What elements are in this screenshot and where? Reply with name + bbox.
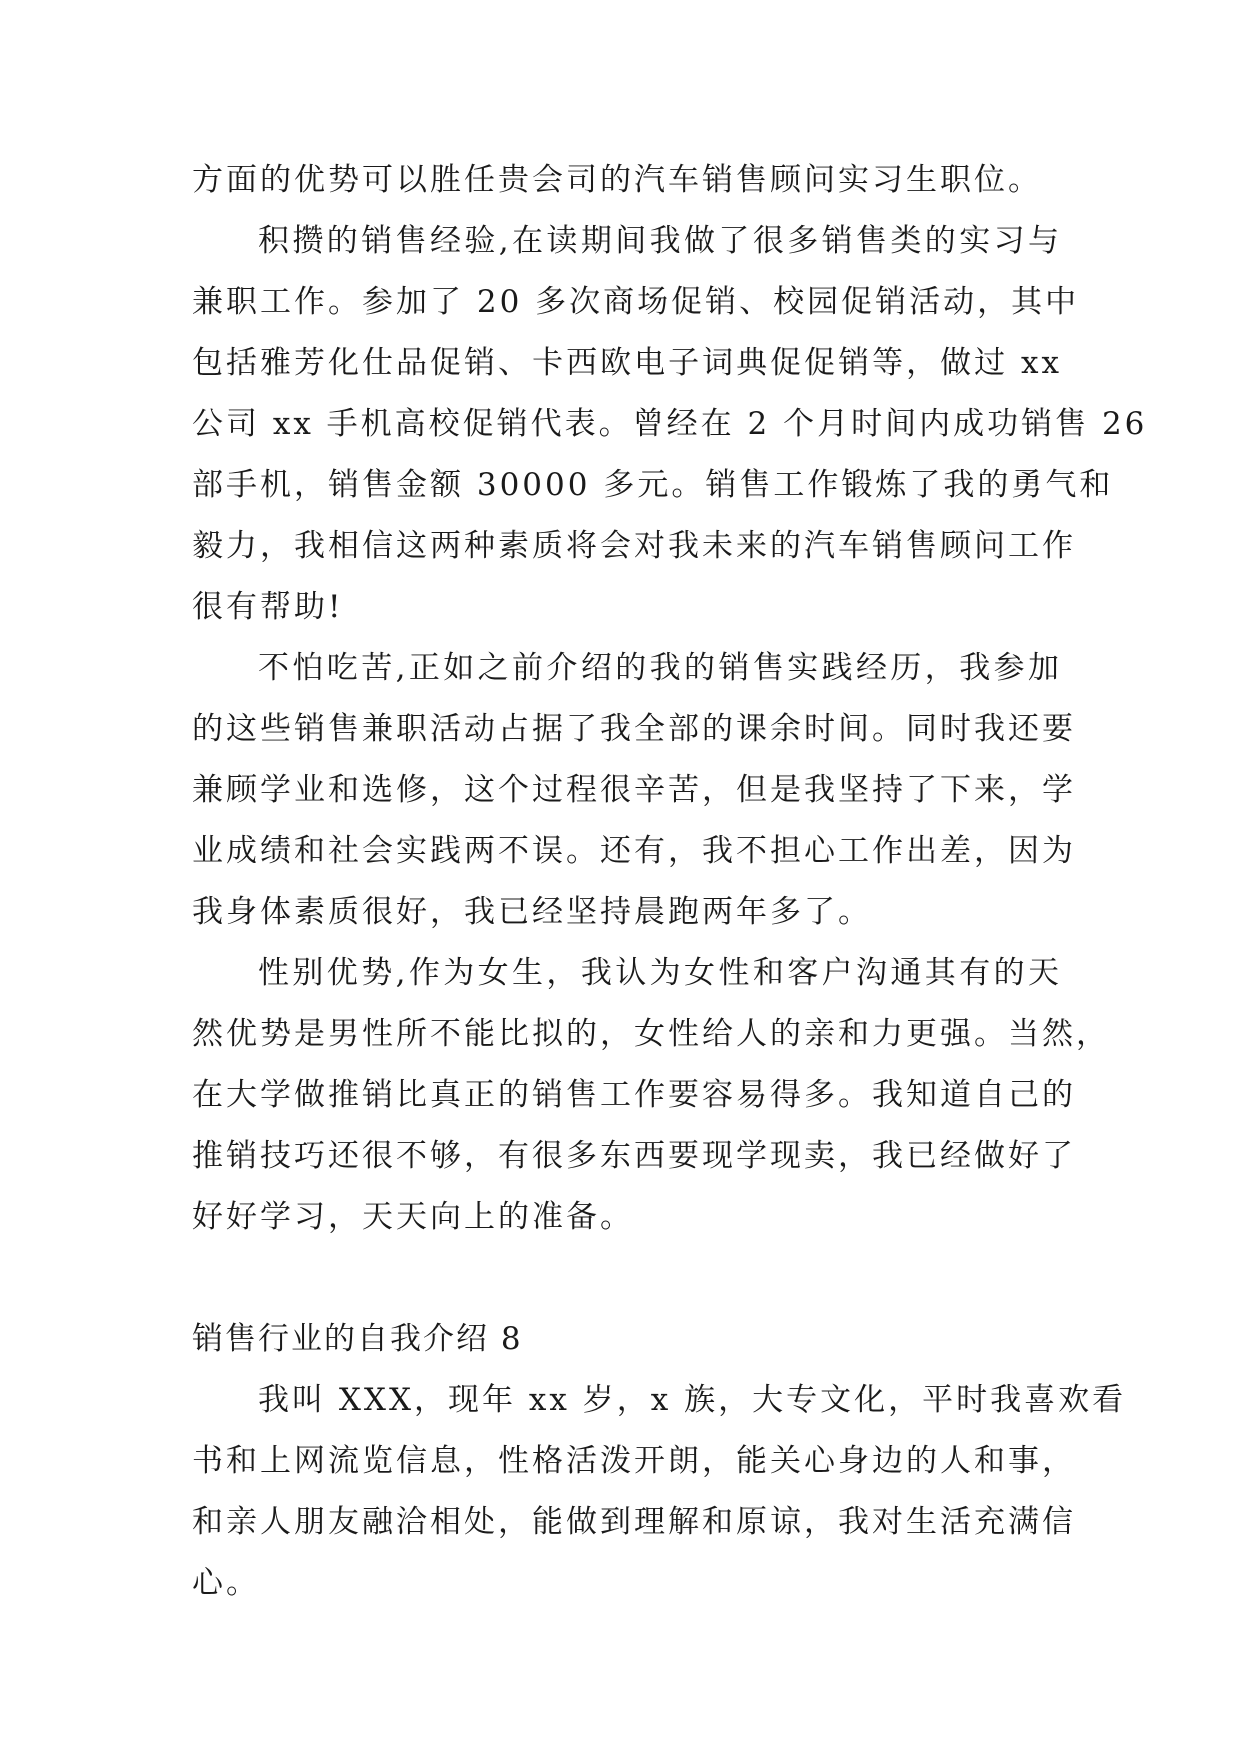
paragraph-sales-experience [192, 211, 1148, 638]
paragraph-line: 兼职工作。参加了 20 多次商场促销、校园促销活动，其中 [192, 284, 1080, 320]
paragraph-line: 不怕吃苦,正如之前介绍的我的销售实践经历，我参加 [258, 650, 1062, 686]
paragraph-line: 部手机，销售金额 30000 多元。销售工作锻炼了我的勇气和 [192, 467, 1114, 503]
paragraph-line: 包括雅芳化仕品促销、卡西欧电子词典促促销等，做过 xx [192, 345, 1062, 381]
paragraph-line: 在大学做推销比真正的销售工作要容易得多。我知道自己的 [192, 1077, 1076, 1113]
paragraph-line: 积攒的销售经验,在读期间我做了很多销售类的实习与 [258, 223, 1062, 259]
intro-tail-line: 方面的优势可以胜任贵会司的汽车销售顾问实习生职位。 [192, 162, 1042, 198]
paragraph-line: 书和上网流览信息，性格活泼开朗，能关心身边的人和事， [192, 1443, 1076, 1479]
paragraph-line: 然优势是男性所不能比拟的，女性给人的亲和力更强。当然， [192, 1016, 1110, 1052]
paragraph-line: 的这些销售兼职活动占据了我全部的课余时间。同时我还要 [192, 711, 1076, 747]
paragraph-self-intro [192, 1370, 1127, 1614]
paragraph-line: 性别优势,作为女生，我认为女性和客户沟通其有的天 [258, 955, 1062, 991]
paragraph-line: 公司 xx 手机高校促销代表。曾经在 2 个月时间内成功销售 26 [192, 406, 1148, 442]
section-heading: 销售行业的自我介绍 8 [192, 1321, 523, 1357]
paragraph-line: 兼顾学业和选修，这个过程很辛苦，但是我坚持了下来，学 [192, 772, 1076, 808]
paragraph-line: 和亲人朋友融洽相处，能做到理解和原谅，我对生活充满信 [192, 1504, 1076, 1540]
paragraph-line: 心。 [192, 1565, 260, 1601]
paragraph-line: 业成绩和社会实践两不误。还有，我不担心工作出差，因为 [192, 833, 1076, 869]
paragraph-line: 好好学习，天天向上的准备。 [192, 1199, 634, 1235]
paragraph-line: 我叫 XXX，现年 xx 岁，x 族，大专文化，平时我喜欢看 [258, 1382, 1127, 1418]
paragraph-line: 毅力，我相信这两种素质将会对我未来的汽车销售顾问工作 [192, 528, 1076, 564]
document-page [192, 150, 1148, 1614]
paragraph-gender-advantage [192, 943, 1110, 1248]
paragraph-line: 很有帮助! [192, 589, 344, 625]
paragraph-line: 我身体素质很好，我已经坚持晨跑两年多了。 [192, 894, 872, 930]
paragraph-hardworking [192, 638, 1076, 943]
paragraph-line: 推销技巧还很不够，有很多东西要现学现卖，我已经做好了 [192, 1138, 1076, 1174]
section-gap [192, 1248, 1062, 1309]
